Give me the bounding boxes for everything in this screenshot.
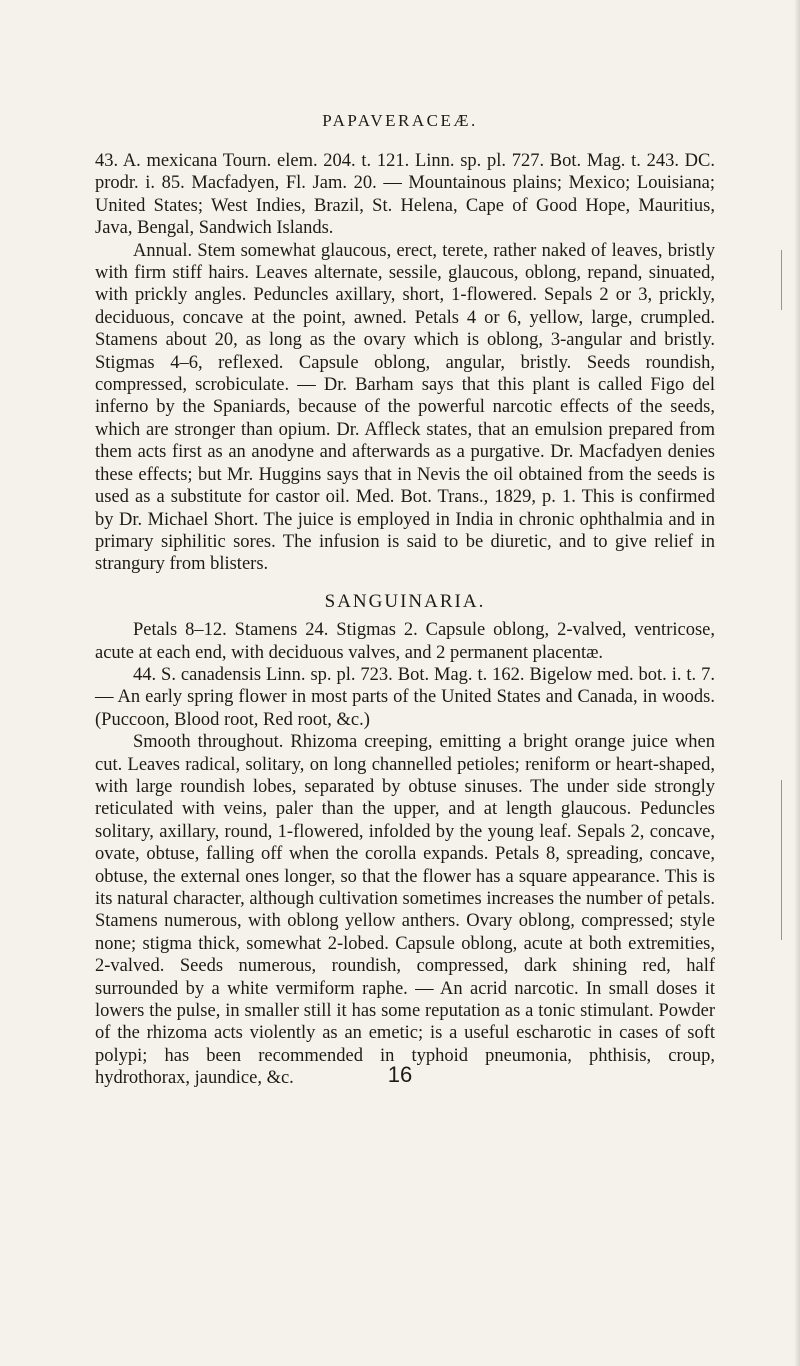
paragraph-entry-44: 44. S. canadensis Linn. sp. pl. 723. Bot. Mag. t. 162. Bigelow med. bot. i. t. 7.— An early spring flower in most parts of the United States and Canada, in woods. (Puccoon, Blood root, Red root, &c.) — [95, 664, 715, 730]
section-heading-sanguinaria: SANGUINARIA. — [324, 590, 486, 612]
page-edge-shadow — [794, 0, 800, 1366]
page-number: 16 — [387, 1062, 413, 1087]
paragraph-description-43: Annual. Stem somewhat glaucous, erect, terete, rather naked of leaves, bristly with firm stiff hairs. Leaves alternate, sessile, glaucous, oblong, repand, sinuated, with prickly angles. Peduncles axillary, short, 1-flowered. Sepals 2 or 3, prickly, deciduous, concave at the point, awned. Petals 4 or 6, yellow, large, crumpled. Stamens about 20, as long as the ovary which is oblong, 3-angular and bristly. Stigmas 4–6, reflexed. Capsule oblong, angular, bristly. Seeds roundish, compressed, scrobiculate. — Dr. Barham says that this plant is called Figo del inferno by the Spaniards, because of the powerful narcotic effects of the seeds, which are stronger than opium. Dr. Affleck states, that an emulsion prepared from them acts first as an anodyne and afterwards as a purgative. Dr. Macfadyen denies these effects; but Mr. Huggins says that in Nevis the oil obtained from the seeds is used as a substitute for castor oil. Med. Bot. Trans., 1829, p. 1. This is confirmed by Dr. Michael Short. The juice is employed in India in chronic ophthalmia and in primary siphilitic sores. The infusion is said to be diuretic, and to give relief in strangury from blisters. — [95, 240, 715, 575]
paragraph-description-44: Smooth throughout. Rhizoma creeping, emitting a bright orange juice when cut. Leaves radical, solitary, on long channelled petioles; reniform or heart-shaped, with large roundish lobes, separated by obtuse sinuses. The under side strongly reticulated with veins, paler than the upper, and at length glaucous. Peduncles solitary, axillary, round, 1-flowered, infolded by the young leaf. Sepals 2, concave, ovate, obtuse, falling off when the corolla expands. Petals 8, spreading, concave, obtuse, the external ones longer, so that the flower has a square appearance. This is its natural character, although cultivation sometimes increases the number of petals. Stamens numerous, with oblong yellow anthers. Ovary oblong, compressed; style none; stigma thick, somewhat 2-lobed. Capsule oblong, acute at both extremities, 2-valved. Seeds numerous, roundish, compressed, dark shining red, half surrounded by a white vermiform raphe. — An acrid narcotic. In small doses it lowers the pulse, in smaller still it has some reputation as a tonic stimulant. Powder of the rhizoma acts violently as an emetic; is a useful escharotic in cases of soft polypi; has been recommended in typhoid pneumonia, phthisis, croup, hydrothorax, jaundice, &c. — [95, 732, 715, 1089]
margin-mark — [781, 250, 782, 310]
margin-mark — [781, 780, 782, 940]
paragraph-entry-43: 43. A. mexicana Tourn. elem. 204. t. 121. Linn. sp. pl. 727. Bot. Mag. t. 243. DC. prodr. i. 85. Macfadyen, Fl. Jam. 20. — Mountainous plains; Mexico; Louisiana; United States; West Indies, Brazil, St. Helena, Cape of Good Hope, Mauritius, Java, Bengal, Sandwich Islands. — [95, 151, 715, 239]
body-text — [95, 150, 715, 1090]
paragraph-genus-characters: Petals 8–12. Stamens 24. Stigmas 2. Capsule oblong, 2-valved, ventricose, acute at each end, with deciduous valves, and 2 permanent placentæ. — [95, 620, 715, 663]
running-head: PAPAVERACEÆ. — [322, 111, 478, 130]
